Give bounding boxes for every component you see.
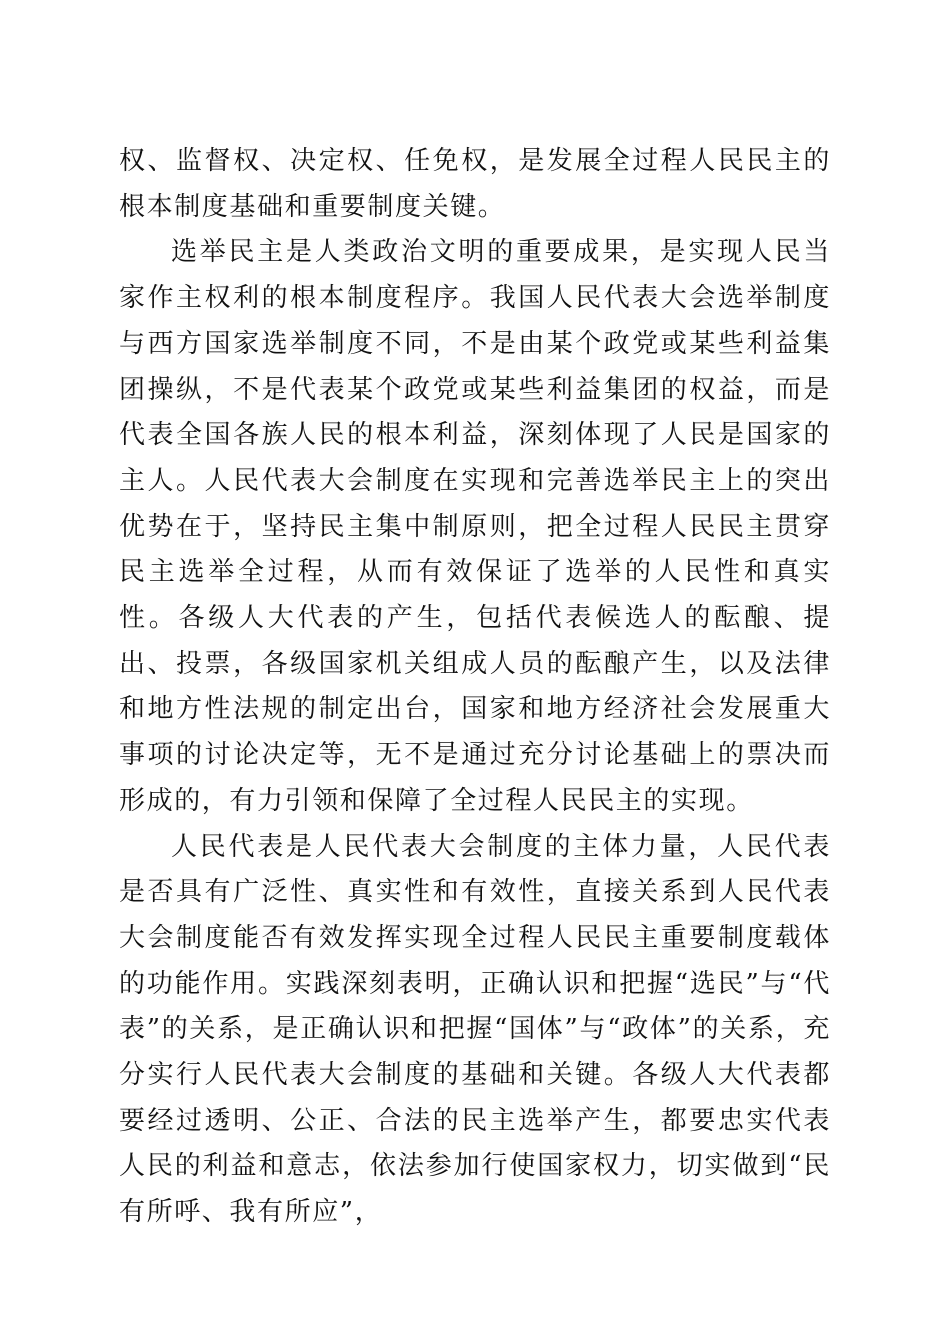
body-text bbox=[119, 139, 831, 1236]
paragraph-2: 选举民主是人类政治文明的重要成果，是实现人民当家作主权利的根本制度程序。我国人民代表大会选举制度与西方国家选举制度不同，不是由某个政党或某些利益集团操纵，不是代表某个政党或某些利益集团的权益，而是代表全国各族人民的根本利益，深刻体现了人民是国家的主人。人民代表大会制度在实现和完善选举民主上的突出优势在于，坚持民主集中制原则，把全过程人民民主贯穿民主选举全过程，从而有效保证了选举的人民性和真实性。各级人大代表的产生，包括代表候选人的酝酿、提出、投票，各级国家机关组成人员的酝酿产生，以及法律和地方性法规的制定出台，国家和地方经济社会发展重大事项的讨论决定等，无不是通过充分讨论基础上的票决而形成的，有力引领和保障了全过程人民民主的实现。 bbox=[119, 237, 831, 816]
paragraph-1: 权、监督权、决定权、任免权，是发展全过程人民民主的根本制度基础和重要制度关键。 bbox=[119, 146, 831, 222]
paragraph-3: 人民代表是人民代表大会制度的主体力量，人民代表是否具有广泛性、真实性和有效性，直接关系到人民代表大会制度能否有效发挥实现全过程人民民主重要制度载体的功能作用。实践深刻表明，正确认识和把握“选民”与“代表”的关系，是正确认识和把握“国体”与“政体”的关系，充分实行人民代表大会制度的基础和关键。各级人大代表都要经过透明、公正、合法的民主选举产生，都要忠实代表人民的利益和意志，依法参加行使国家权力，切实做到“民有所呼、我有所应”， bbox=[119, 831, 831, 1228]
